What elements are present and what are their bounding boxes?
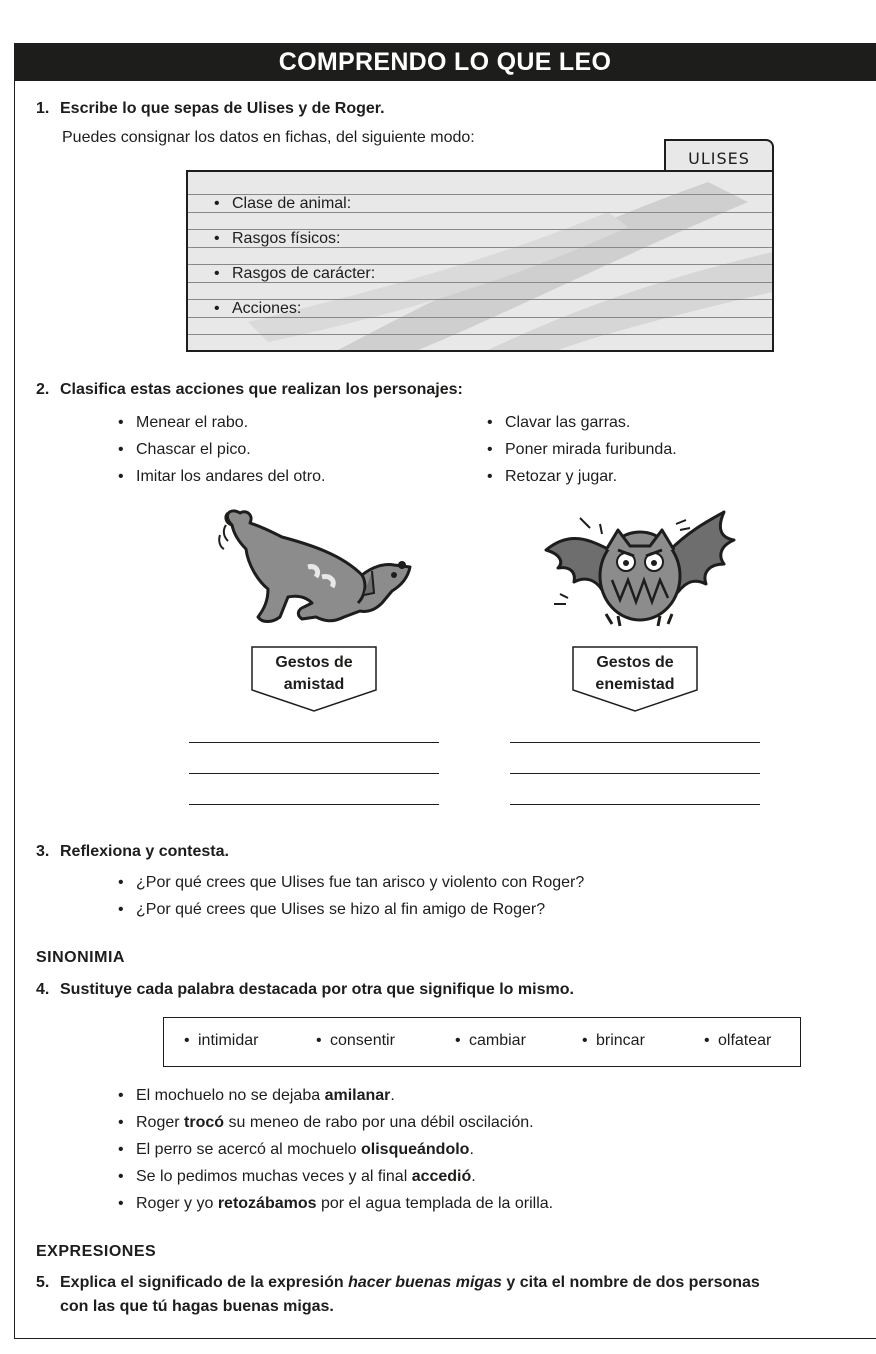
card-field: • Rasgos físicos:	[214, 230, 340, 248]
sentence-text: .	[471, 1168, 476, 1185]
page-title: COMPRENDO LO QUE LEO	[278, 47, 612, 76]
sentence-text: .	[469, 1141, 474, 1158]
answer-line[interactable]	[510, 742, 760, 743]
sentence-text: Roger y yo	[136, 1195, 218, 1212]
sentence-item	[118, 1195, 553, 1213]
box-label-line-2: enemistad	[595, 676, 675, 693]
page-title-banner	[14, 43, 876, 81]
action-item: • Chascar el pico.	[118, 441, 251, 459]
question-3-number: 3.	[36, 843, 50, 860]
question-2-text: Clasifica estas acciones que realizan los personajes:	[60, 381, 463, 398]
box-label-line-2: amistad	[283, 676, 345, 693]
expression-italic: hacer buenas migas	[348, 1274, 502, 1291]
sentence-text: su meneo de rabo por una débil oscilación.	[224, 1114, 534, 1131]
sentence-text: Se lo pedimos muchas veces y al final	[136, 1168, 412, 1185]
answer-line[interactable]	[510, 804, 760, 805]
card-field: • Clase de animal:	[214, 195, 351, 213]
action-item: • Retozar y jugar.	[487, 468, 617, 486]
card-field: • Rasgos de carácter:	[214, 265, 375, 283]
enmity-gestures-box	[572, 646, 698, 712]
dog-illustration	[212, 505, 417, 630]
section-heading-sinonimia: SINONIMIA	[36, 949, 125, 966]
question-2-title	[36, 381, 463, 399]
sentence-item	[118, 1114, 534, 1132]
highlighted-word: trocó	[184, 1114, 225, 1131]
card-field: • Acciones:	[214, 300, 301, 318]
answer-line[interactable]	[189, 773, 439, 774]
question-5-text: Explica el significado de la expresión	[60, 1274, 349, 1291]
sentence-text: por el agua templada de la orilla.	[316, 1195, 554, 1212]
question-4-number: 4.	[36, 981, 50, 998]
word-bank-item: • brincar	[582, 1032, 645, 1050]
word-bank-item: • intimidar	[184, 1032, 258, 1050]
box-label-line-1: Gestos de	[275, 654, 353, 671]
question-3-item: • ¿Por qué crees que Ulises se hizo al fin amigo de Roger?	[118, 901, 545, 919]
sentence-item	[118, 1141, 474, 1159]
card-tab-label: ULISES	[688, 148, 750, 168]
question-1-text: Escribe lo que sepas de Ulises y de Roger.	[60, 100, 385, 117]
answer-line[interactable]	[510, 773, 760, 774]
card-rule	[188, 334, 772, 335]
sentence-text: .	[390, 1087, 395, 1104]
page-left-rule	[14, 81, 15, 1339]
sentence-text: El mochuelo no se dejaba	[136, 1087, 325, 1104]
friendship-gestures-box	[251, 646, 377, 712]
sentence-text: El perro se acercó al mochuelo	[136, 1141, 361, 1158]
question-5-title	[36, 1274, 760, 1292]
owl-illustration	[540, 510, 740, 630]
page-bottom-rule	[14, 1338, 876, 1339]
action-item: • Clavar las garras.	[487, 414, 630, 432]
question-1-number: 1.	[36, 100, 50, 117]
question-3-item: • ¿Por qué crees que Ulises fue tan arisco y violento con Roger?	[118, 874, 584, 892]
highlighted-word: olisqueándolo	[361, 1141, 470, 1158]
question-1-intro: Puedes consignar los datos en fichas, del siguiente modo:	[62, 129, 475, 146]
sentence-item	[118, 1168, 476, 1186]
answer-line[interactable]	[189, 804, 439, 805]
action-item: • Imitar los andares del otro.	[118, 468, 325, 486]
ulises-record-card	[186, 170, 774, 352]
answer-line[interactable]	[189, 742, 439, 743]
question-5-text: y cita el nombre de dos personas	[501, 1274, 760, 1291]
highlighted-word: retozábamos	[217, 1195, 317, 1212]
question-4-text: Sustituye cada palabra destacada por otra que signifique lo mismo.	[60, 981, 574, 998]
action-item: • Menear el rabo.	[118, 414, 248, 432]
sentence-text: Roger	[136, 1114, 185, 1131]
word-bank-item: • olfatear	[704, 1032, 771, 1050]
action-item: • Poner mirada furibunda.	[487, 441, 677, 459]
section-heading-expresiones: EXPRESIONES	[36, 1243, 157, 1260]
question-3-title	[36, 843, 229, 861]
question-3-text: Reflexiona y contesta.	[60, 843, 229, 860]
question-2-number: 2.	[36, 381, 50, 398]
highlighted-word: accedió	[411, 1168, 472, 1185]
question-5-number: 5.	[36, 1274, 50, 1291]
word-bank-item: • cambiar	[455, 1032, 526, 1050]
question-5-line-2: con las que tú hagas buenas migas.	[60, 1298, 334, 1315]
word-bank-item: • consentir	[316, 1032, 395, 1050]
question-1-title	[36, 100, 385, 118]
highlighted-word: amilanar	[324, 1087, 391, 1104]
sentence-item	[118, 1087, 395, 1105]
question-4-title	[36, 981, 574, 999]
box-label-line-1: Gestos de	[596, 654, 674, 671]
synonym-word-bank	[163, 1017, 801, 1067]
